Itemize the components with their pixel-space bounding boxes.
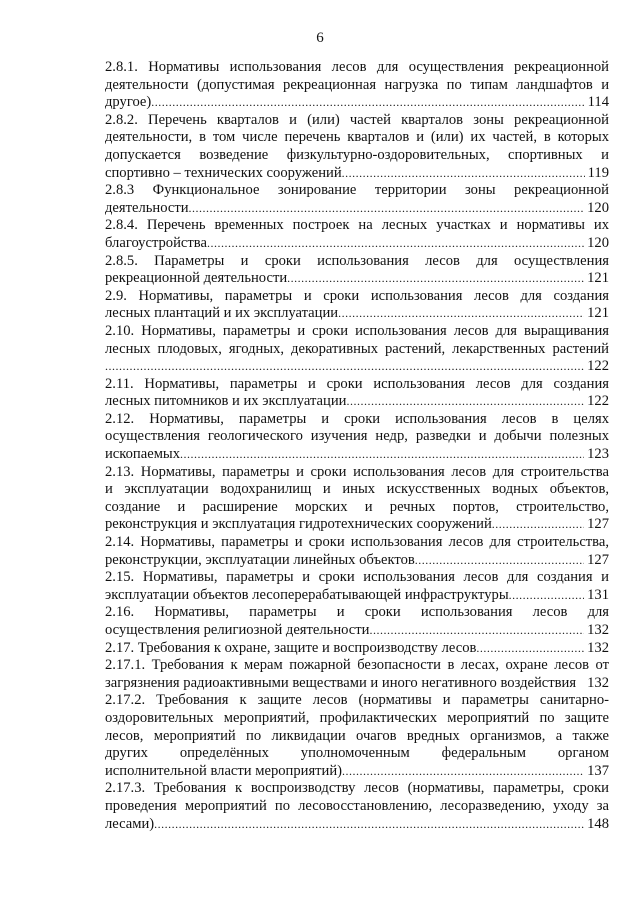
toc-entry[interactable]	[105, 323, 609, 376]
toc-page-number[interactable]: 132	[587, 674, 609, 691]
toc-entry-line: 2.17.2. Требования к защите лесов (нормативы и параметры санитарно-	[105, 692, 609, 709]
toc-entry-line: допускается возведение физкультурно-оздоровительных, спортивных и	[105, 146, 609, 163]
toc-page-number[interactable]: 148	[587, 815, 609, 832]
toc-entry-last-line	[105, 516, 609, 534]
dot-leader	[105, 358, 584, 376]
toc-entry[interactable]	[105, 657, 609, 692]
toc-page-number[interactable]: 132	[587, 622, 609, 638]
dot-leader	[415, 552, 584, 570]
toc-entry-line: проведения мероприятий по лесовосстановлению, лесоразведению, уходу за	[105, 797, 609, 814]
toc-entry-last-line	[105, 587, 609, 605]
toc-entry-line: 2.12. Нормативы, параметры и сроки использования лесов в целях	[105, 410, 609, 427]
toc-entry[interactable]	[105, 288, 609, 323]
toc-page-number[interactable]: 131	[587, 586, 609, 603]
dot-leader	[180, 446, 584, 464]
toc-entry-title-end: загрязнения радиоактивными веществами и иного негативного воздействия	[105, 674, 577, 691]
toc-page-number[interactable]: 132	[587, 639, 609, 656]
toc-entry-title-end: реконструкция и эксплуатация гидротехнических сооружений	[105, 516, 492, 533]
toc-entry[interactable]	[105, 59, 609, 112]
toc-entry-line: 2.16. Нормативы, параметры и сроки использования лесов для	[105, 604, 609, 621]
toc-entry-line: 2.10. Нормативы, параметры и сроки использования лесов для выращивания	[105, 322, 609, 339]
dot-leader	[207, 235, 584, 253]
toc-page-number[interactable]: 121	[587, 270, 609, 287]
toc-page-number[interactable]: 120	[587, 199, 609, 216]
toc-page-number[interactable]: 127	[587, 551, 609, 568]
dot-leader	[476, 640, 584, 658]
toc-entry-last-line	[105, 640, 609, 658]
toc-entry-last-line	[105, 200, 609, 218]
toc-entry-title-end: спортивно – технических сооружений	[105, 164, 342, 181]
toc-entry-line: других определённых уполномоченным федеральным органом	[105, 745, 609, 762]
toc-entry-line: лесов, мероприятий по ликвидации очагов вредных организмов, а также	[105, 727, 609, 744]
toc-entry[interactable]	[105, 182, 609, 217]
toc-entry[interactable]	[105, 217, 609, 252]
toc-entry-last-line	[105, 270, 609, 288]
toc-entry-last-line	[105, 816, 609, 834]
toc-entry-line: 2.8.1. Нормативы использования лесов для осуществления рекреационной	[105, 59, 609, 75]
toc-entry[interactable]	[105, 464, 609, 534]
toc-entry-line: 2.13. Нормативы, параметры и сроки использования лесов для строительства	[105, 463, 609, 480]
toc-entry[interactable]	[105, 604, 609, 639]
toc-page-number[interactable]: 119	[587, 164, 609, 181]
toc-entry-line: 2.11. Нормативы, параметры и сроки использования лесов для создания	[105, 375, 609, 392]
toc-entry[interactable]	[105, 640, 609, 658]
toc-entry-line: оздоровительных мероприятий, профилактических мероприятий по защите	[105, 709, 609, 726]
dot-leader	[492, 516, 584, 534]
toc-entry[interactable]	[105, 253, 609, 288]
toc-entry-line: 2.8.3 Функциональное зонирование территории зоны рекреационной	[105, 182, 609, 199]
toc-entry[interactable]	[105, 780, 609, 833]
toc-page-number[interactable]: 127	[587, 516, 609, 533]
dot-leader	[151, 94, 584, 112]
toc-entry-title-end: лесами)	[105, 815, 155, 832]
toc-entry-line: 2.8.4. Перечень временных построек на лесных участках и нормативы их	[105, 217, 609, 234]
toc-entry-line: 2.9. Нормативы, параметры и сроки использования лесов для создания	[105, 287, 609, 304]
toc-entry-line: 2.17.3. Требования к воспроизводству лесов (нормативы, параметры, сроки	[105, 780, 609, 797]
toc-entry-last-line	[105, 305, 609, 323]
toc-entry-title-end: осуществления религиозной деятельности	[105, 622, 370, 638]
toc-entry-line: 2.14. Нормативы, параметры и сроки использования лесов для строительства,	[105, 534, 609, 551]
toc-page-number[interactable]: 120	[587, 234, 609, 251]
toc-entry-title-end: реконструкции, эксплуатации линейных объектов	[105, 551, 415, 568]
toc-entry-last-line	[105, 675, 609, 693]
toc-entry-line: деятельности, в том числе перечень кварталов и (или) их частей, в которых	[105, 129, 609, 146]
page-number: 6	[316, 30, 324, 46]
dot-leader	[338, 305, 584, 323]
toc-entry-last-line	[105, 763, 609, 781]
toc-entry-title-end: благоустройства	[105, 234, 207, 251]
table-of-contents	[105, 59, 609, 833]
toc-page-number[interactable]: 114	[587, 94, 609, 111]
toc-entry-title-end: ископаемых	[105, 446, 181, 463]
toc-entry-last-line	[105, 393, 609, 411]
toc-page-number[interactable]: 121	[587, 305, 609, 322]
toc-page-number[interactable]: 137	[587, 762, 609, 779]
toc-entry-line: осуществления геологического изучения недр, разведки и добычи полезных	[105, 428, 609, 445]
toc-entry-last-line	[105, 235, 609, 253]
toc-entry-title-end: исполнительной власти мероприятий)	[105, 762, 343, 779]
toc-entry[interactable]	[105, 692, 609, 780]
toc-entry-last-line	[105, 94, 609, 112]
toc-entry-line: 2.15. Нормативы, параметры и сроки использования лесов для создания и	[105, 569, 609, 586]
dot-leader	[189, 200, 585, 218]
dot-leader	[287, 270, 584, 288]
toc-entry-title-end: лесных плантаций и их эксплуатации	[105, 305, 339, 322]
toc-entry-line: деятельности (допустимая рекреационная нагрузка по типам ландшафтов и	[105, 76, 609, 93]
toc-entry-title-end: 2.17. Требования к охране, защите и воспроизводству лесов	[105, 639, 477, 656]
dot-leader	[342, 165, 585, 183]
dot-leader	[154, 816, 584, 834]
toc-entry-last-line	[105, 622, 609, 640]
dot-leader	[369, 622, 584, 640]
toc-entry-line: 2.17.1. Требования к мерам пожарной безопасности в лесах, охране лесов от	[105, 657, 609, 674]
toc-entry[interactable]	[105, 112, 609, 182]
toc-entry-last-line	[105, 446, 609, 464]
toc-entry-line: 2.8.2. Перечень кварталов и (или) частей кварталов зоны рекреационной	[105, 111, 609, 128]
toc-entry[interactable]	[105, 411, 609, 464]
toc-entry-line: лесных плодовых, ягодных, декоративных растений, лекарственных растений	[105, 340, 609, 357]
toc-entry-title-end: другое)	[105, 94, 152, 111]
toc-page-number[interactable]: 122	[587, 358, 609, 375]
toc-entry-last-line	[105, 165, 609, 183]
toc-entry-title-end: лесных питомников и их эксплуатации	[105, 393, 347, 410]
toc-entry[interactable]	[105, 376, 609, 411]
dot-leader	[346, 393, 584, 411]
toc-entry-title-end: рекреационной деятельности	[105, 270, 288, 287]
toc-page-number[interactable]: 123	[587, 446, 609, 463]
toc-entry-last-line	[105, 552, 609, 570]
toc-entry-line: 2.8.5. Параметры и сроки использования лесов для осуществления	[105, 252, 609, 269]
toc-entry-title-end: эксплуатации объектов лесоперерабатывающей инфраструктуры	[105, 586, 509, 603]
toc-entry-last-line	[105, 358, 609, 376]
dot-leader	[342, 763, 584, 781]
toc-page-number[interactable]: 122	[587, 393, 609, 410]
toc-entry-line: создание и расширение морских и речных портов, строительство,	[105, 498, 609, 515]
toc-entry-title-end: деятельности	[105, 199, 189, 216]
toc-entry-line: и эксплуатации водохранилищ и иных искусственных водных объектов,	[105, 481, 609, 498]
toc-entry[interactable]	[105, 534, 609, 569]
dot-leader	[509, 587, 584, 605]
toc-entry[interactable]	[105, 569, 609, 604]
